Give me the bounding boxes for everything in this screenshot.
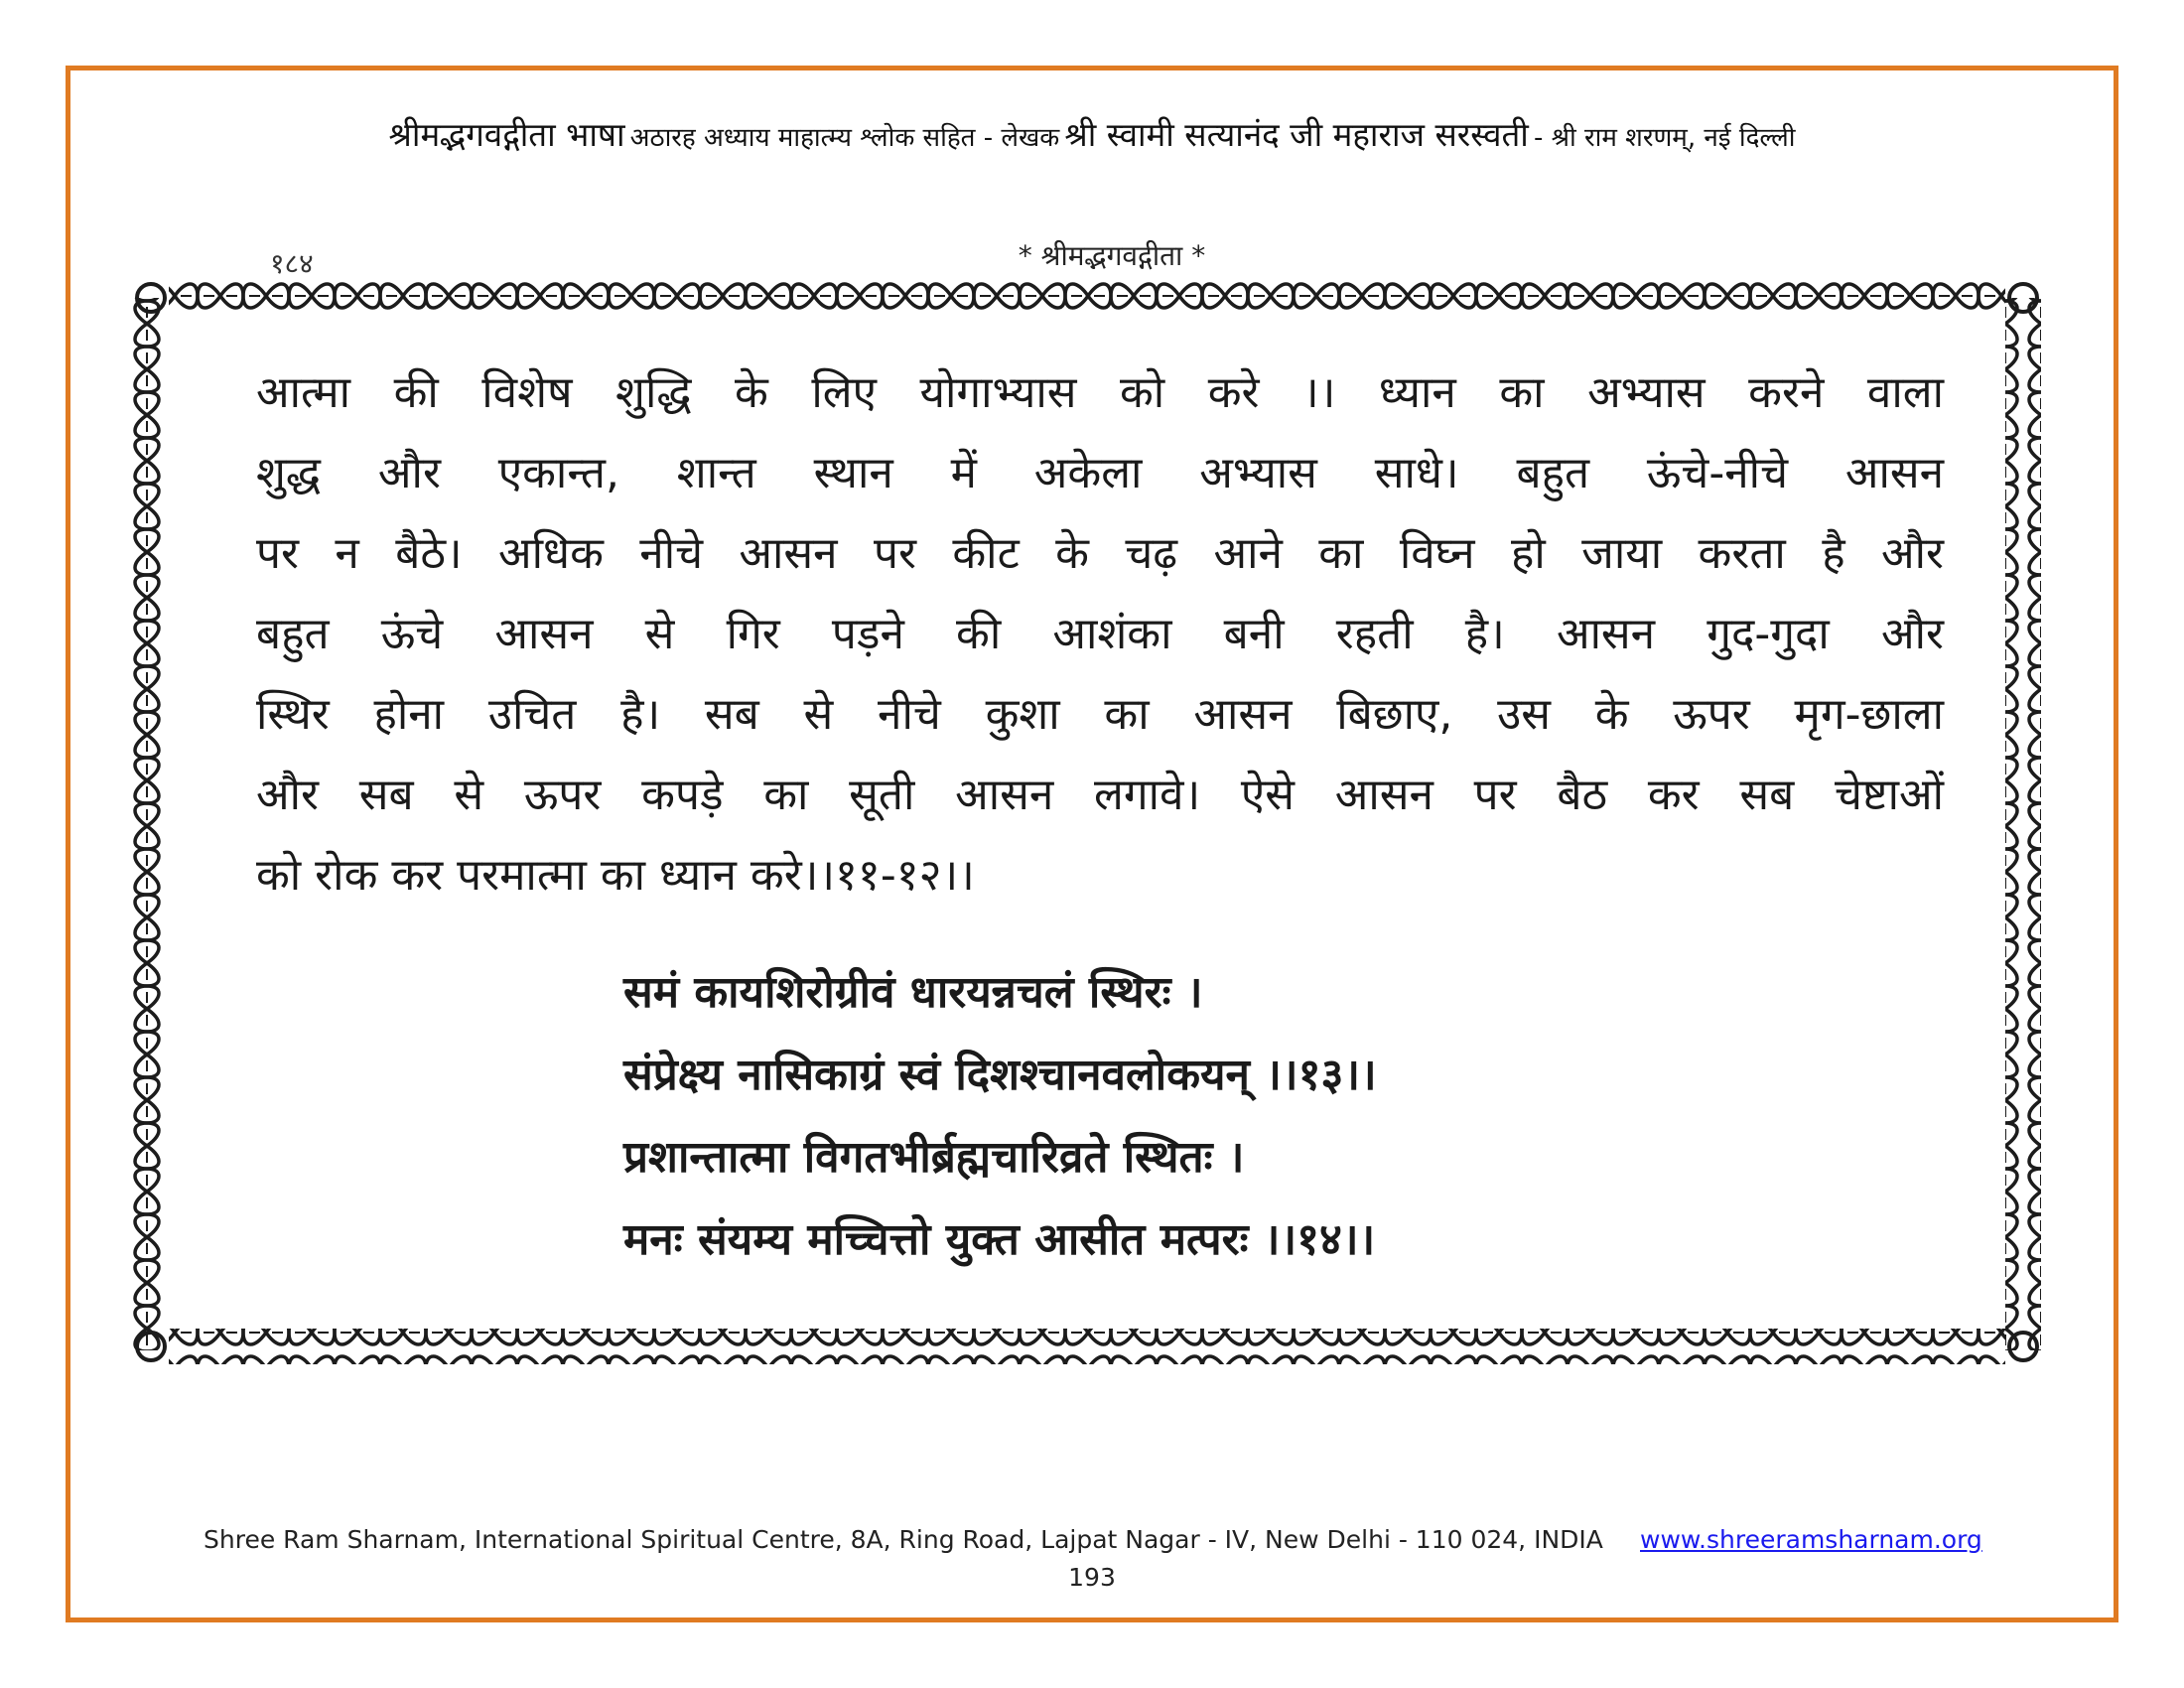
- header-title-4: - श्री राम शरणम्, नई दिल्ली: [1533, 123, 1796, 153]
- shloka-line: प्रशान्तात्मा विगतभीर्ब्रह्मचारिव्रते स्थितः ।: [623, 1132, 1245, 1183]
- header-title-2: अठारह अध्याय माहात्म्य श्लोक सहित - लेखक: [629, 123, 1060, 153]
- header-title-1: श्रीमद्भगवद्गीता भाषा: [388, 115, 625, 154]
- shloka-block: [623, 951, 1815, 1281]
- commentary-line: को रोक कर परमात्मा का ध्यान करे।।११-१२।।: [256, 850, 975, 901]
- shloka-line: मनः संयम्य मच्चित्तो युक्त आसीत मत्परः ।।१४।।: [623, 1214, 1376, 1265]
- footer-page-number: 193: [1068, 1563, 1116, 1592]
- commentary-paragraph: [256, 352, 1944, 915]
- commentary-line: शुद्ध और एकान्त, शान्त स्थान में अकेला अभ्यास साधे। बहुत ऊंचे-नीचे आसन: [256, 448, 1944, 498]
- commentary-line: और सब से ऊपर कपड़े का सूती आसन लगावे। ऐसे आसन पर बैठ कर सब चेष्टाओं: [256, 770, 1944, 820]
- border-right: [2005, 298, 2041, 1350]
- commentary-line: स्थिर होना उचित है। सब से नीचे कुशा का आसन बिछाए, उस के ऊपर मृग-छाला: [256, 689, 1944, 740]
- border-bottom: [169, 1329, 2005, 1364]
- page-header: [69, 111, 2115, 156]
- commentary-line: बहुत ऊंचे आसन से गिर पड़ने की आशंका बनी रहती है। आसन गुद-गुदा और: [256, 609, 1944, 659]
- website-link[interactable]: www.shreeramsharnam.org: [1640, 1525, 1982, 1554]
- header-title-3: श्री स्वामी सत्यानंद जी महाराज सरस्वती: [1064, 115, 1529, 154]
- border-left: [133, 298, 169, 1350]
- footer-address: Shree Ram Sharnam, International Spiritual Centre, 8A, Ring Road, Lajpat Nagar - IV, New Delhi - 110 024, INDIA: [204, 1525, 1603, 1554]
- scan-page-number: १८४: [270, 247, 314, 280]
- shloka-line: समं कायशिरोग्रीवं धारयन्नचलं स्थिरः ।: [623, 967, 1203, 1018]
- commentary-line: पर न बैठे। अधिक नीचे आसन पर कीट के चढ़ आने का विघ्न हो जाया करता है और: [256, 528, 1944, 579]
- shloka-line: संप्रेक्ष्य नासिकाग्रं स्वं दिशश्चानवलोकयन् ।।१३।।: [623, 1050, 1377, 1100]
- scan-running-title: * श्रीमद्भगवद्गीता *: [1018, 239, 1206, 272]
- commentary-line: आत्मा की विशेष शुद्धि के लिए योगाभ्यास को करे ।। ध्यान का अभ्यास करने वाला: [256, 367, 1944, 418]
- border-top: [169, 280, 2005, 316]
